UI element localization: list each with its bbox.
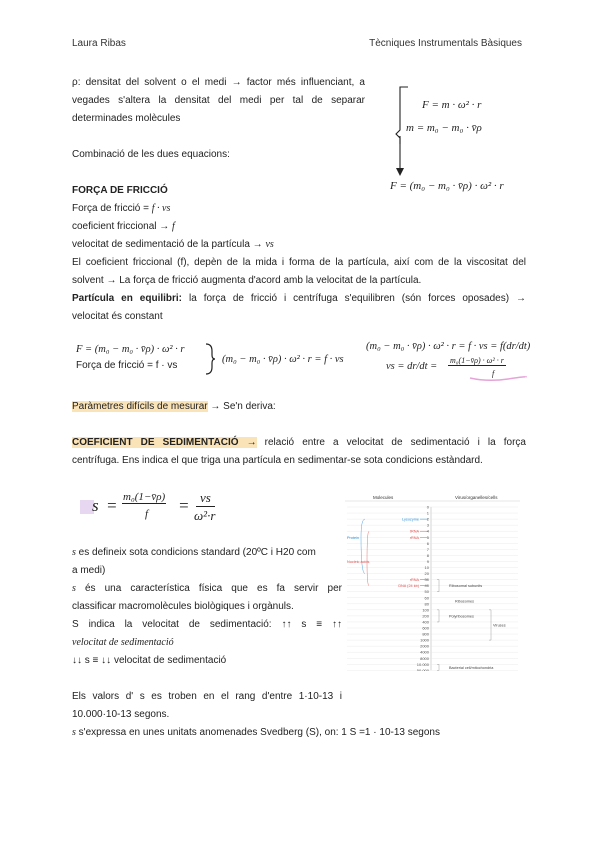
organelle-label: Ribosomal subunits — [449, 584, 483, 589]
s-symbol: s — [72, 583, 76, 594]
tick-label: 50.000 — [416, 667, 429, 671]
group-bracket — [367, 531, 369, 585]
equilibrium-label: Partícula en equilibri: — [72, 293, 183, 304]
s-text-1b: es defineix sota condicions standard (20ºC i H20 com — [75, 547, 316, 558]
tick-label: 20 — [424, 571, 429, 577]
tick-label: 400 — [422, 619, 429, 625]
sedimentation-line-1 — [72, 434, 526, 453]
organelle-label: Ribosomes — [455, 599, 474, 604]
organelle-label: Viruses — [493, 623, 506, 628]
s-text-line-5: S indica la velocitat de sedimentació: ↑↑ s ≡ ↑↑ — [72, 619, 342, 630]
pink-underline-mark — [468, 374, 528, 384]
tick-label: 40 — [424, 583, 429, 589]
s-text-line-10 — [72, 724, 440, 743]
tick-label: 600 — [422, 625, 429, 631]
friction-force-line — [72, 200, 170, 219]
friction-coef-symbol: f — [172, 221, 175, 232]
tick-label: 3 — [426, 522, 429, 528]
formula-denominator-1: f — [145, 508, 149, 520]
s-text-line-8: Els valors d' s es troben en el rang d'entre 1·10-13 i — [72, 691, 342, 702]
s-text-line-4: classificar macromolècules biològiques i orgànuls. — [72, 601, 294, 612]
tick-label: 2000 — [420, 643, 429, 649]
tick-label: 60 — [424, 595, 429, 601]
intro-line-1: ρ: densitat del solvent o el medi → factor més influenciant, a — [72, 77, 365, 88]
s-text-line-7: ↓↓ s ≡ ↓↓ velocitat de sedimentació — [72, 655, 227, 666]
mid-equation-velocity-numerator: m₀(1−v̄ρ) · ω² · r — [450, 356, 504, 365]
molecule-label: DNA (24 kb) — [398, 584, 419, 589]
s-text-line-2: a medi) — [72, 565, 106, 576]
tick-label: 9 — [426, 558, 429, 564]
formula-s: s — [92, 496, 99, 515]
tick-label: 1000 — [420, 637, 429, 643]
friction-title: FORÇA DE FRICCIÓ — [72, 185, 168, 196]
formula-equals-2: = — [178, 496, 190, 515]
tick-label: 6 — [426, 540, 429, 546]
friction-para-line-1: El coeficient friccional (f), depèn de la mida i forma de la partícula, així com de la viscositat del — [72, 257, 526, 268]
friction-velocity-label: velocitat de sedimentació de la partícula → — [72, 239, 266, 250]
equilibrium-line-2: velocitat és constant — [72, 311, 163, 322]
organelle-bracket — [437, 664, 439, 670]
molecule-label: Lysozyme — [402, 517, 419, 522]
group-bracket — [361, 519, 365, 573]
organelle-label: Bacterial cell/mitochondria — [449, 665, 494, 670]
tick-label: 5 — [426, 534, 429, 540]
group-label: Protein — [347, 535, 360, 540]
s-text-line-6: velocitat de sedimentació — [72, 637, 174, 648]
header-author: Laura Ribas — [72, 38, 126, 49]
tick-label: 4000 — [420, 649, 429, 655]
s-text-line-9: 10.000·10-13 segons. — [72, 709, 170, 720]
organelle-bracket — [489, 610, 491, 640]
friction-velocity-line — [72, 236, 274, 255]
svedberg-chart — [345, 493, 520, 671]
combination-text: Combinació de les dues equacions: — [72, 149, 230, 160]
formula-numerator-1: m₀(1−v̄ρ) — [123, 491, 166, 503]
molecule-label: rRNA — [409, 535, 419, 540]
tick-label: 50 — [424, 589, 429, 595]
s-text-3b: és una característica física que es fa servir per — [75, 583, 342, 594]
sedimentation-line-2: centrífuga. Ens indica el que triga una partícula en sedimentar-se sota condicions estàndard. — [72, 455, 483, 466]
tick-layer — [347, 505, 518, 672]
s-symbol: s — [72, 727, 76, 738]
formula-denominator-2: ω²·r — [194, 508, 216, 523]
equilibrium-line-1 — [72, 290, 526, 309]
intro-line-2: vegades s'altera la densitat del medi per tal de separar — [72, 95, 365, 106]
friction-coef-label: coeficient friccional → — [72, 221, 173, 232]
s-symbol: s — [72, 547, 76, 558]
group-label: Nucleic acids — [347, 559, 370, 564]
equation-force: F = m · ω² · r — [422, 99, 482, 111]
sedimentation-title: COEFICIENT DE SEDIMENTACIÓ → — [72, 437, 257, 448]
formula-numerator-2: vs — [196, 490, 215, 507]
organelle-label: Polyribosomes — [449, 614, 474, 619]
column-header-molecules: Molecules — [373, 495, 394, 500]
tick-label: 200 — [422, 613, 429, 619]
difficult-rest: → Se'n deriva: — [207, 401, 276, 412]
header-course: Tècniques Instrumentals Bàsiques — [369, 38, 522, 49]
column-header-viruses: Virus/organelles/cells — [455, 495, 498, 500]
mid-equation-derivative: (m₀ − m₀ · v̄ρ) · ω² · r = f · vs = f(dr/dt) — [366, 341, 531, 352]
mid-equation-force: F = (m₀ − m₀ · v̄ρ) · ω² · r — [76, 344, 185, 355]
tick-label: 2 — [426, 516, 429, 522]
tick-label: 7 — [426, 546, 429, 552]
intro-line-3: determinades molècules — [72, 113, 181, 124]
mid-brace — [204, 342, 216, 376]
tick-label: 4 — [426, 528, 429, 534]
tick-label: 80 — [424, 601, 429, 607]
friction-velocity-symbol: vs — [265, 239, 274, 250]
svedberg-chart-svg — [345, 493, 520, 671]
tick-label: 10 — [424, 565, 429, 570]
mid-equation-friction: Força de fricció = f · vs — [76, 360, 178, 371]
mid-equation-balance: (m₀ − m₀ · v̄ρ) · ω² · r = f · vs — [222, 354, 344, 365]
molecule-label: rRNA — [409, 578, 419, 583]
formula-equals-1: = — [106, 496, 118, 515]
tick-label: 8000 — [420, 655, 429, 661]
tick-label: 100 — [422, 607, 429, 613]
friction-force-label: Força de fricció = — [72, 203, 152, 214]
mid-equation-velocity-lhs: vs = dr/dt = — [386, 361, 438, 372]
equation-mass: m = m₀ − m₀ · v̄ρ — [406, 122, 482, 134]
sedimentation-text-1: relació entre a velocitat de sedimentació i la força — [256, 437, 526, 448]
tick-label: 10.000 — [416, 661, 429, 667]
tick-label: 1 — [426, 510, 429, 516]
molecule-label: tRNA — [409, 529, 419, 534]
friction-para-line-2: solvent → La força de fricció augmenta d'acord amb la velocitat de la partícula. — [72, 275, 422, 286]
difficult-highlight: Paràmetres difícils de mesurar — [72, 401, 208, 412]
friction-coef-line — [72, 218, 175, 237]
difficult-line — [72, 398, 276, 417]
equilibrium-text: la força de fricció i centrífuga s'equilibren (són forces oposades) → — [182, 293, 526, 304]
tick-label: 800 — [422, 631, 429, 637]
equation-combined: F = (m₀ − m₀ · v̄ρ) · ω² · r — [390, 180, 504, 192]
friction-force-expr: f · vs — [151, 203, 171, 214]
s-text-line-3 — [72, 580, 342, 599]
s-text-line-1 — [72, 544, 316, 563]
tick-label: 8 — [426, 552, 429, 558]
tick-label: 0 — [426, 504, 429, 510]
mid-equation-velocity-denominator: f — [492, 369, 495, 378]
tick-label: 30 — [424, 577, 429, 583]
s-text-10b: s'expressa en unes unitats anomenades Svedberg (S), on: 1 S =1 · 10-13 segons — [75, 727, 440, 738]
